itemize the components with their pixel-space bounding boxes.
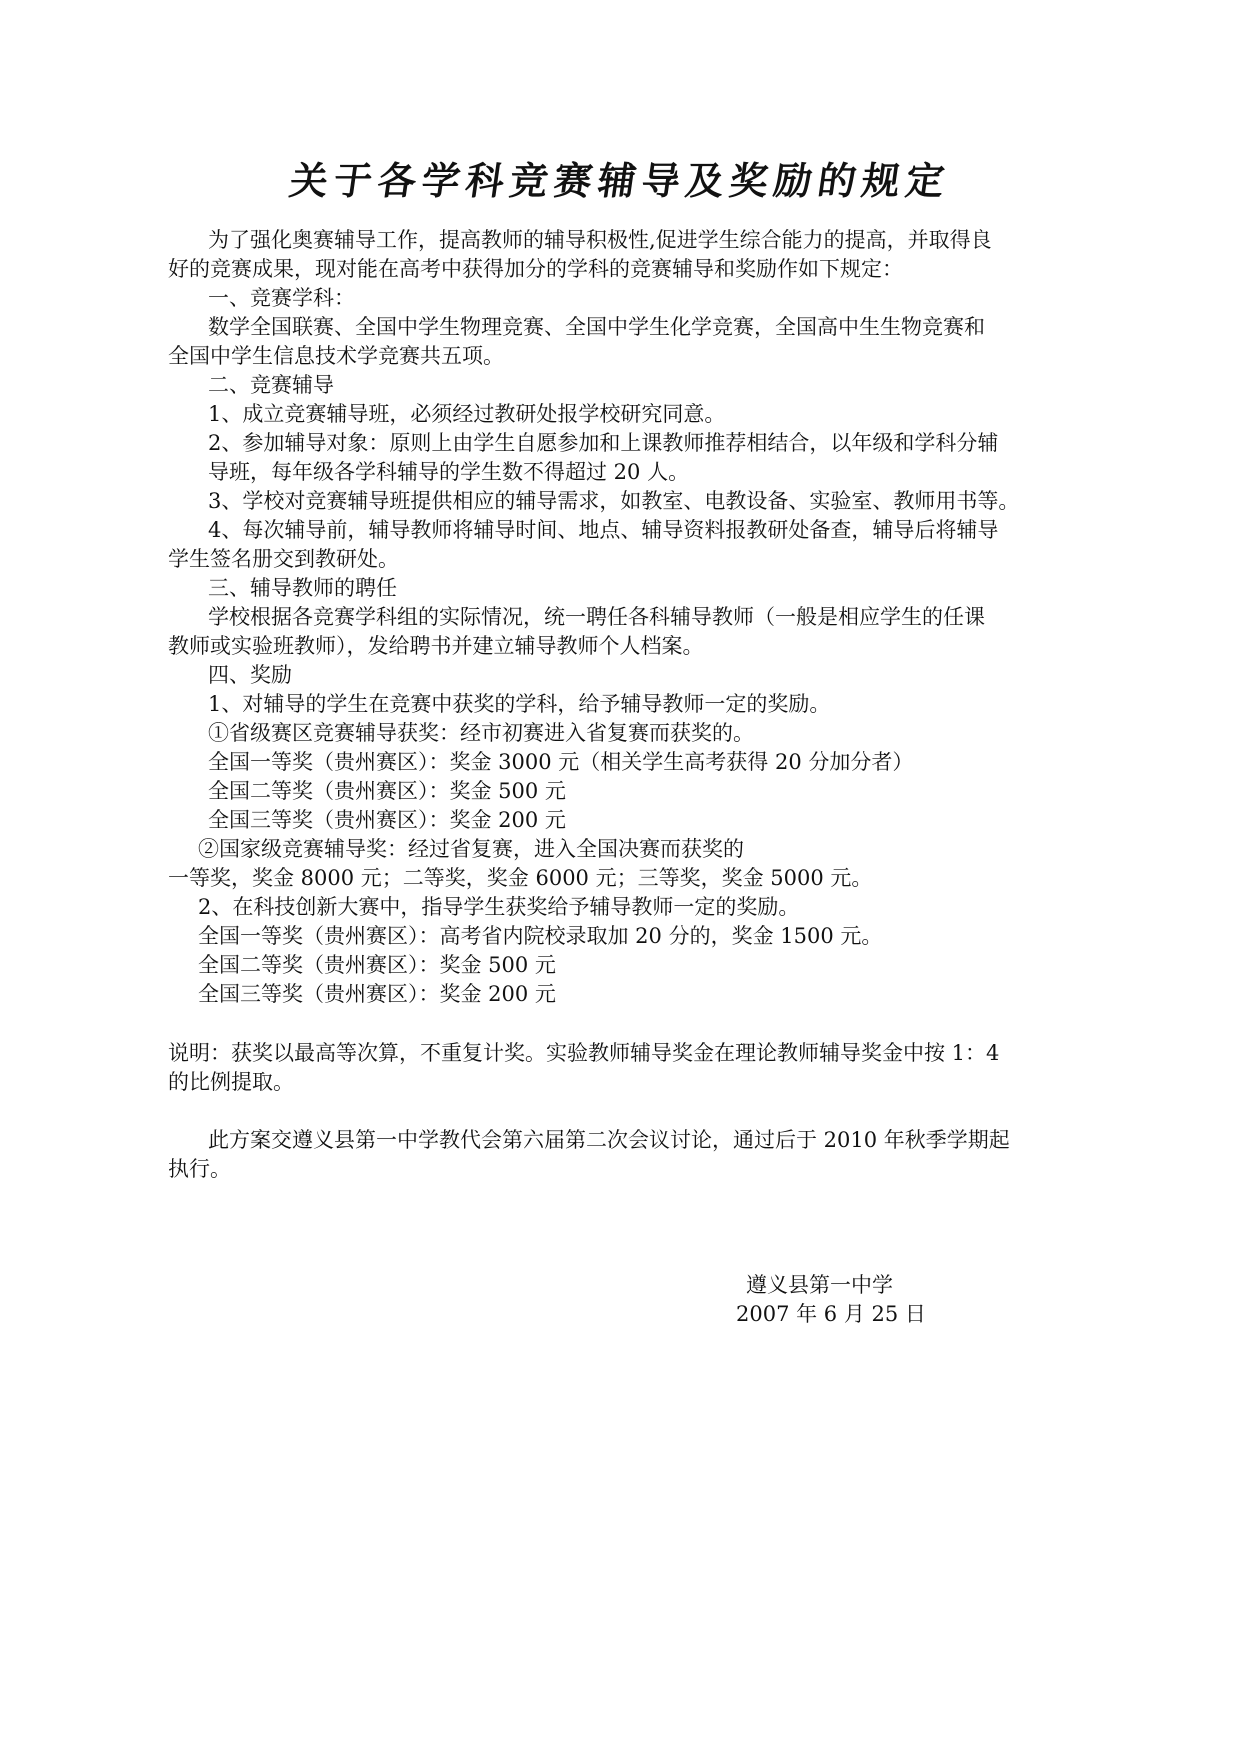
- section-heading: 一、竞赛学科：: [208, 286, 355, 310]
- paragraph-line: 2、参加辅导对象：原则上由学生自愿参加和上课教师推荐相结合，以年级和学科分辅: [208, 431, 999, 455]
- paragraph-line: 4、每次辅导前，辅导教师将辅导时间、地点、辅导资料报教研处备查，辅导后将辅导: [208, 518, 999, 542]
- award-line: 全国二等奖（贵州赛区）：奖金 500 元: [198, 953, 556, 977]
- paragraph-line: 1、对辅导的学生在竞赛中获奖的学科，给予辅导教师一定的奖励。: [208, 692, 831, 716]
- award-line: 全国三等奖（贵州赛区）：奖金 200 元: [208, 808, 566, 832]
- signature-org: 遵义县第一中学: [746, 1273, 893, 1297]
- paragraph-line: ②国家级竞赛辅导奖：经过省复赛，进入全国决赛而获奖的: [198, 837, 744, 861]
- paragraph-line: 为了强化奥赛辅导工作，提高教师的辅导积极性,促进学生综合能力的提高，并取得良: [208, 228, 992, 252]
- document-title: 关于各学科竞赛辅导及奖励的规定: [286, 158, 954, 203]
- paragraph-line: ①省级赛区竞赛辅导获奖：经市初赛进入省复赛而获奖的。: [208, 721, 754, 745]
- paragraph-line: 1、成立竞赛辅导班，必须经过教研处报学校研究同意。: [208, 402, 726, 426]
- award-line: 全国二等奖（贵州赛区）：奖金 500 元: [208, 779, 566, 803]
- award-line: 全国一等奖（贵州赛区）：奖金 3000 元（相关学生高考获得 20 分加分者）: [208, 750, 914, 774]
- paragraph-line: 导班，每年级各学科辅导的学生数不得超过 20 人。: [208, 460, 690, 484]
- paragraph-line: 教师或实验班教师），发给聘书并建立辅导教师个人档案。: [168, 634, 704, 658]
- paragraph-line: 学校根据各竞赛学科组的实际情况，统一聘任各科辅导教师（一般是相应学生的任课: [208, 605, 985, 629]
- paragraph-line: 2、在科技创新大赛中，指导学生获奖给予辅导教师一定的奖励。: [198, 895, 800, 919]
- paragraph-line: 学生签名册交到教研处。: [168, 547, 399, 571]
- section-heading: 二、竞赛辅导: [208, 373, 334, 397]
- closing-line: 执行。: [168, 1157, 231, 1181]
- closing-line: 此方案交遵义县第一中学教代会第六届第二次会议讨论，通过后于 2010 年秋季学期起: [208, 1128, 1010, 1152]
- note-line: 的比例提取。: [168, 1070, 294, 1094]
- paragraph-line: 全国中学生信息技术学竞赛共五项。: [168, 344, 504, 368]
- paragraph-line: 3、学校对竞赛辅导班提供相应的辅导需求，如教室、电教设备、实验室、教师用书等。: [208, 489, 1020, 513]
- section-heading: 四、奖励: [208, 663, 292, 687]
- award-line: 一等奖，奖金 8000 元；二等奖，奖金 6000 元；三等奖，奖金 5000 元。: [168, 866, 873, 890]
- award-line: 全国一等奖（贵州赛区）：高考省内院校录取加 20 分的，奖金 1500 元。: [198, 924, 883, 948]
- section-heading: 三、辅导教师的聘任: [208, 576, 397, 600]
- paragraph-line: 好的竞赛成果，现对能在高考中获得加分的学科的竞赛辅导和奖励作如下规定：: [168, 257, 903, 281]
- award-line: 全国三等奖（贵州赛区）：奖金 200 元: [198, 982, 556, 1006]
- signature-date: 2007 年 6 月 25 日: [736, 1302, 926, 1326]
- paragraph-line: 数学全国联赛、全国中学生物理竞赛、全国中学生化学竞赛，全国高中生生物竞赛和: [208, 315, 985, 339]
- note-line: 说明：获奖以最高等次算，不重复计奖。实验教师辅导奖金在理论教师辅导奖金中按 1：4: [168, 1041, 1000, 1065]
